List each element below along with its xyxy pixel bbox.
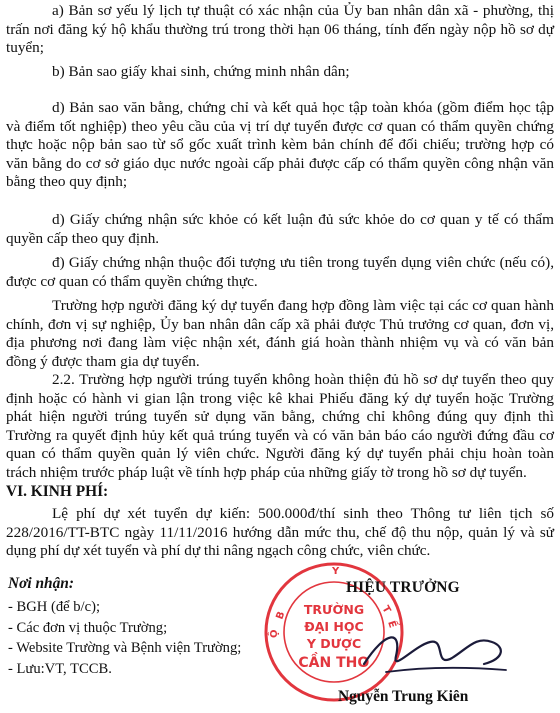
para-2-2: 2.2. Trường hợp người trúng tuyển không hoàn thiện đủ hồ sơ dự tuyển theo quy định hoặc có hành vi gian lận trong việc kê khai Phiếu đăng ký dự tuyển hoặc Trường phát hiện người trúng tuyển sử dụng văn bằng, chứng chỉ không đúng quy định thì Trường ra quyết định hủy kết quả trúng tuyển và có văn bản báo cáo người đứng đầu cơ quan có thẩm quyền quản lý viên chức. Người đăng ký dự tuyển phải chịu hoàn toàn trách nhiệm trước pháp luật về tính hợp pháp của những giấy tờ trong hồ sơ dự tuyển. (6, 371, 554, 481)
seal-line-1: TRƯỜNG (303, 602, 365, 617)
recipient-item: - Website Trường và Bệnh viện Trường; (8, 640, 242, 657)
signature-icon (356, 612, 516, 692)
svg-text:B: B (274, 610, 288, 622)
recipient-item: - Lưu:VT, TCCB. (8, 660, 112, 677)
recipient-item: - BGH (để b/c); (8, 599, 100, 615)
recipients-list (8, 597, 241, 679)
signer-name: Nguyễn Trung Kiên (338, 688, 469, 705)
svg-text:Ộ: Ộ (269, 629, 280, 638)
para-fee: Lệ phí dự xét tuyển dự kiến: 500.000đ/thí sinh theo Thông tư liên tịch số 228/2016/TT-BTC ngày 11/11/2016 hướng dẫn mức thu, chế độ thu nộp, quản lý và sử dụng phí dự xét tuyển và phí dự thi nâng ngạch công chức, viên chức. (6, 505, 554, 560)
seal-line-4: CẦN THƠ (298, 655, 370, 671)
para-b: b) Bản sao giấy khai sinh, chứng minh nhân dân; (52, 63, 350, 80)
para-d: d) Giấy chứng nhận sức khỏe có kết luận đủ sức khỏe do cơ quan y tế có thẩm quyền cấp theo quy định. (6, 211, 554, 247)
svg-text:Y: Y (332, 566, 340, 577)
svg-text:T: T (379, 604, 393, 616)
seal-line-2: ĐẠI HỌC (304, 619, 364, 634)
signer-title: HIỆU TRƯỞNG (346, 579, 460, 596)
para-a: a) Bản sơ yếu lý lịch tự thuật có xác nhận của Ủy ban nhân dân xã - phường, thị trấn nơi đăng ký hộ khẩu thường trú trong thời hạn 06 tháng, tính đến ngày nộp hồ sơ dự tuyển; (6, 2, 554, 57)
para-dd: đ) Giấy chứng nhận thuộc đối tượng ưu tiên trong tuyển dụng viên chức (nếu có), được cơ quan có thẩm quyền chứng thực. (6, 254, 554, 290)
para-c: d) Bản sao văn bằng, chứng chỉ và kết quả học tập toàn khóa (gồm điểm học tập và điểm tốt nghiệp) theo yêu cầu của vị trí dự tuyển được cơ quan có thẩm quyền chứng thực hoặc nộp bản sao từ sổ gốc xuất trình kèm bản chính để đối chiếu; trường hợp có văn bằng do cơ sở giáo dục nước ngoài cấp phải được cấp có thẩm quyền công nhận văn bằng theo quy định; (6, 99, 554, 191)
seal-line-3: Y DƯỢC (306, 636, 362, 651)
section-heading-budget: VI. KINH PHÍ: (6, 483, 109, 500)
recipients-title: Nơi nhận: (8, 575, 74, 592)
recipient-item: - Các đơn vị thuộc Trường; (8, 619, 168, 636)
svg-text:Ế: Ế (385, 619, 398, 630)
para-contract-note: Trường hợp người đăng ký dự tuyển đang hợp đồng làm việc tại các cơ quan hành chính, đơn vị sự nghiệp, Ủy ban nhân dân cấp xã phải được Thủ trưởng cơ quan, đơn vị, địa phương nơi đang làm việc nhận xét, đánh giá hoàn thành nhiệm vụ và có văn bản đồng ý được tham gia dự tuyển. (6, 297, 554, 370)
